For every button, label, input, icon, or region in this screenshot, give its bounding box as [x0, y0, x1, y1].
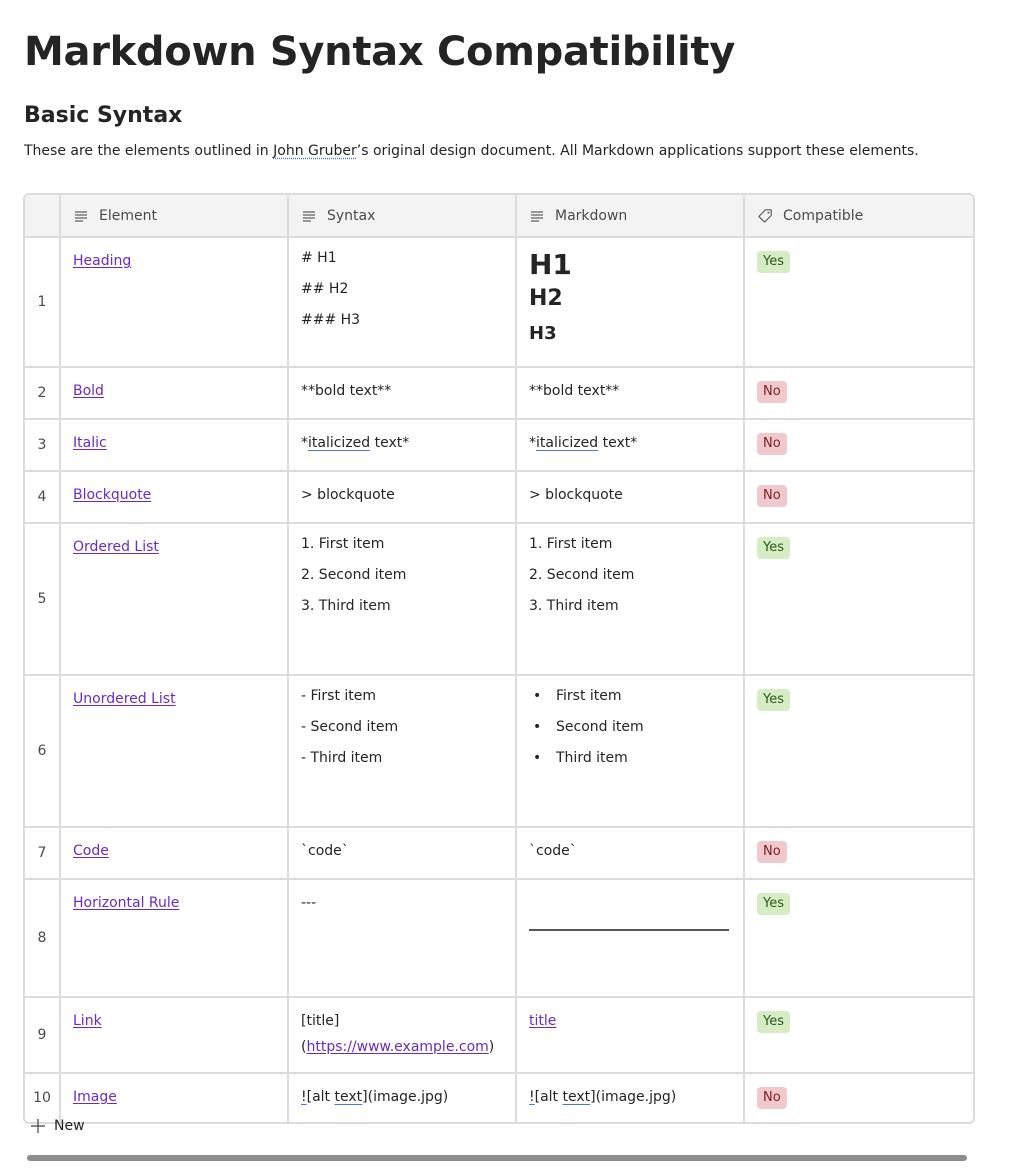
element-cell [61, 368, 289, 418]
row-number: 7 [25, 828, 61, 878]
element-cell [61, 524, 289, 674]
column-header-element[interactable] [61, 195, 289, 236]
row-number: 3 [25, 420, 61, 470]
row-number: 1 [25, 238, 61, 366]
element-link[interactable]: Ordered List [73, 539, 159, 555]
plus-icon [30, 1118, 46, 1134]
column-header-markdown[interactable] [517, 195, 745, 236]
compatible-cell[interactable] [745, 998, 973, 1072]
element-cell [61, 1074, 289, 1122]
markdown-text: text* [598, 435, 638, 451]
syntax-text: text* [370, 435, 410, 451]
table-row[interactable] [25, 524, 973, 676]
syntax-text: ( [301, 1039, 307, 1055]
bullet-marker: • [533, 719, 542, 735]
compatible-cell[interactable] [745, 524, 973, 674]
intro-text-after: ’s original design document. All Markdown applications support these elements. [356, 143, 919, 159]
horizontal-scrollbar[interactable] [27, 1155, 967, 1161]
bulleted-list-item [529, 748, 731, 782]
bulleted-list-item [529, 686, 731, 720]
element-cell [61, 998, 289, 1072]
bullet-marker: • [533, 750, 542, 766]
example-url-link[interactable]: https://www.example.com [306, 1039, 489, 1055]
element-link[interactable]: Italic [73, 435, 107, 451]
table-row[interactable] [25, 1074, 973, 1122]
element-link[interactable]: Bold [73, 383, 104, 399]
compatible-cell[interactable] [745, 1074, 973, 1122]
rendered-h3: H3 [529, 323, 557, 344]
text-lines-icon [529, 208, 545, 224]
compatible-cell[interactable] [745, 880, 973, 996]
column-header-syntax[interactable] [289, 195, 517, 236]
status-badge: Yes [757, 893, 790, 915]
table-row[interactable] [25, 880, 973, 998]
compatible-cell[interactable] [745, 472, 973, 522]
intro-author-name: John Gruber [273, 143, 357, 159]
table-row[interactable] [25, 676, 973, 828]
status-badge: Yes [757, 689, 790, 711]
table-row[interactable] [25, 998, 973, 1074]
syntax-cell: **bold text** [289, 368, 517, 418]
syntax-line: - Third item [301, 750, 383, 766]
status-badge: No [757, 485, 787, 507]
text-lines-icon [73, 208, 89, 224]
rendered-h2: H2 [529, 286, 563, 311]
table-row[interactable] [25, 238, 973, 368]
element-link[interactable]: Heading [73, 253, 132, 269]
syntax-line: # H1 [301, 250, 337, 266]
syntax-line: [title] [301, 1013, 340, 1029]
page-title: Markdown Syntax Compatibility [24, 29, 736, 75]
table-row[interactable] [25, 472, 973, 524]
row-number: 2 [25, 368, 61, 418]
syntax-line: 2. Second item [301, 567, 407, 583]
status-badge: Yes [757, 537, 790, 559]
markdown-cell [517, 880, 745, 996]
element-link[interactable]: Unordered List [73, 691, 176, 707]
tag-icon [757, 208, 773, 224]
syntax-line: 1. First item [301, 536, 385, 552]
row-number: 10 [25, 1074, 61, 1122]
markdown-cell: > blockquote [517, 472, 745, 522]
syntax-cell [289, 238, 517, 366]
bullet-text: Second item [556, 719, 644, 735]
row-number: 6 [25, 676, 61, 826]
new-row-label: New [54, 1118, 85, 1134]
markdown-cell [517, 238, 745, 366]
row-number-header [25, 195, 61, 236]
markdown-cell [517, 1074, 745, 1122]
syntax-line [301, 1034, 503, 1060]
syntax-line: ## H2 [301, 281, 349, 297]
status-badge: No [757, 1087, 787, 1109]
syntax-line: - First item [301, 688, 377, 704]
bulleted-list-item [529, 717, 731, 751]
markdown-cell [517, 676, 745, 826]
markdown-text: ](image.jpg) [590, 1089, 677, 1105]
syntax-cell [289, 420, 517, 470]
syntax-line: ### H3 [301, 312, 361, 328]
element-cell [61, 420, 289, 470]
rendered-link[interactable]: title [529, 1013, 557, 1029]
intro-paragraph [24, 141, 919, 161]
status-badge: Yes [757, 1011, 790, 1033]
column-header-label: Syntax [327, 207, 376, 224]
ordered-list-item: 1. First item [529, 536, 613, 552]
markdown-text: [alt [534, 1089, 563, 1105]
syntax-cell [289, 676, 517, 826]
rendered-horizontal-rule [529, 929, 729, 931]
row-number: 8 [25, 880, 61, 996]
syntax-cell: --- [289, 880, 517, 996]
markdown-cell [517, 420, 745, 470]
markdown-cell: `code` [517, 828, 745, 878]
spellcheck-word: italicized [308, 435, 371, 451]
element-cell [61, 472, 289, 522]
markdown-cell [517, 998, 745, 1072]
element-cell [61, 880, 289, 996]
element-cell [61, 676, 289, 826]
syntax-line: - Second item [301, 719, 399, 735]
syntax-line: 3. Third item [301, 598, 391, 614]
compatible-cell[interactable] [745, 368, 973, 418]
element-link[interactable]: Code [73, 843, 109, 859]
spellcheck-word: italicized [536, 435, 599, 451]
element-cell [61, 828, 289, 878]
table-row[interactable] [25, 368, 973, 420]
syntax-cell [289, 524, 517, 674]
element-cell [61, 238, 289, 366]
syntax-cell [289, 998, 517, 1072]
syntax-text: ](image.jpg) [362, 1089, 449, 1105]
table-row[interactable] [25, 828, 973, 880]
element-link[interactable]: Image [73, 1089, 117, 1105]
ordered-list-item: 2. Second item [529, 567, 635, 583]
column-header-compatible[interactable] [745, 195, 973, 236]
syntax-cell: > blockquote [289, 472, 517, 522]
row-number: 5 [25, 524, 61, 674]
compatibility-table [23, 193, 975, 1124]
bullet-marker: • [533, 688, 542, 704]
compatible-cell[interactable] [745, 238, 973, 366]
bullet-text: Third item [556, 750, 628, 766]
ordered-list-item: 3. Third item [529, 598, 619, 614]
table-header-row [25, 195, 973, 238]
syntax-cell [289, 1074, 517, 1122]
column-header-label: Element [99, 207, 157, 224]
spellcheck-word: ! [529, 1089, 535, 1105]
element-link[interactable]: Horizontal Rule [73, 895, 180, 911]
element-link[interactable]: Link [73, 1013, 102, 1029]
syntax-text: [alt [306, 1089, 335, 1105]
syntax-cell: `code` [289, 828, 517, 878]
column-header-label: Markdown [555, 207, 628, 224]
spellcheck-word: text [562, 1089, 591, 1105]
syntax-text: * [301, 435, 308, 451]
section-heading: Basic Syntax [24, 103, 183, 128]
compatible-cell[interactable] [745, 676, 973, 826]
table-row[interactable] [25, 420, 973, 472]
markdown-cell: **bold text** [517, 368, 745, 418]
new-row-button[interactable] [30, 1118, 85, 1134]
status-badge: No [757, 841, 787, 863]
element-link[interactable]: Blockquote [73, 487, 152, 503]
status-badge: No [757, 433, 787, 455]
compatible-cell[interactable] [745, 828, 973, 878]
row-number: 9 [25, 998, 61, 1072]
syntax-text: ) [488, 1039, 495, 1055]
spellcheck-word: text [334, 1089, 363, 1105]
status-badge: Yes [757, 251, 790, 273]
intro-text-before: These are the elements outlined in [24, 143, 274, 159]
markdown-cell [517, 524, 745, 674]
status-badge: No [757, 381, 787, 403]
bullet-text: First item [556, 688, 622, 704]
text-lines-icon [301, 208, 317, 224]
markdown-text: * [529, 435, 536, 451]
column-header-label: Compatible [783, 207, 864, 224]
row-number: 4 [25, 472, 61, 522]
spellcheck-word: ! [301, 1089, 307, 1105]
rendered-h1: H1 [529, 248, 572, 281]
compatible-cell[interactable] [745, 420, 973, 470]
